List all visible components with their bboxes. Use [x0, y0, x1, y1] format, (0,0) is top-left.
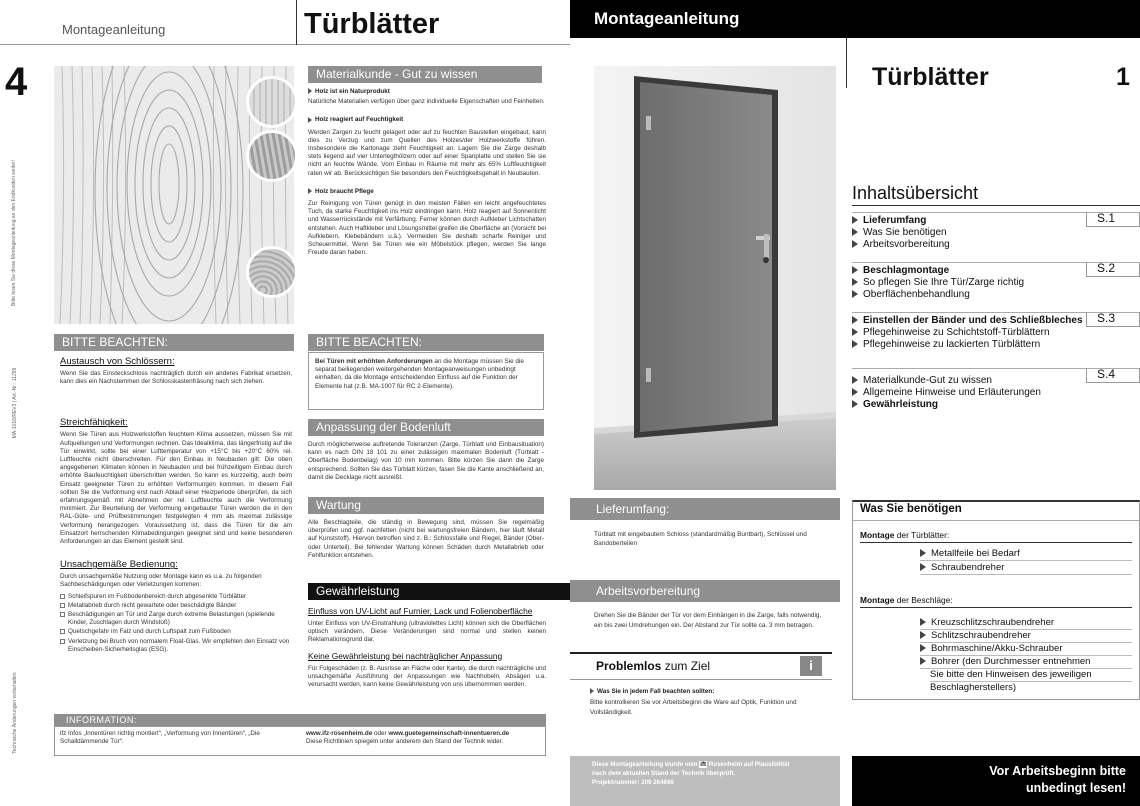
material-p1-text: Natürliche Materialien verfügen über ganz individuelle Eigenschaften und Feinheiten. — [308, 98, 545, 106]
gewaehrleistung-header: Gewährleistung — [308, 583, 570, 600]
bottom-banner — [852, 756, 1140, 806]
montage-tuerblaetter-bold: Montage — [860, 530, 895, 540]
arbeitsvorbereitung-header: Arbeitsvorbereitung — [570, 580, 840, 602]
lieferumfang-header: Lieferumfang: — [570, 498, 840, 520]
austausch-title: Austausch von Schlössern: — [60, 356, 175, 367]
lieferumfang-text: Türblatt mit eingebautem Schloss (standardmäßig Buntbart), Schlüssel und Bandoberteilen — [594, 531, 807, 548]
arrow-icon — [852, 278, 858, 286]
arrow-icon — [852, 316, 858, 324]
list-item: Schleifspuren im Fußbodenbereich durch abgesenkte Türblätter — [60, 593, 292, 601]
toc-item[interactable]: Allgemeine Hinweise und Erläuterungen — [852, 386, 1041, 399]
arrow-icon — [852, 216, 858, 224]
toc-page-box: S.2 — [1086, 262, 1140, 277]
materialkunde-header: Materialkunde - Gut zu wissen — [308, 66, 542, 83]
toc-group-2 — [852, 262, 1140, 310]
arrow-icon — [852, 228, 858, 236]
material-p1-title: Holz ist ein Naturprodukt — [315, 88, 390, 95]
streichfaehigkeit-text: Wenn Sie Türen aus Holzwerkstoffen feuchtem Klima aussetzen, müssen Sie mit Aufquellungen und Verformungen rechnen. Das Idealklima, das längerfristig auf die Tür einwirkt, sollte bei einer Lufttemperatur von +15°C bis +20°C 60% rel. Luftfeuchte nicht überschreiten. Für den Einbau in Neubauten gilt: Die oben angegebenen Klimaten können in Neubauten und bei frühzeitigem Einbau durch erhöhte Baufeuchtigkeit überschritten werden. So kann es kurzzeitig, auch beim Einsatz geeigneter Türen zu erhöhten Verformungen kommen. In diesem Fall sollten Sie die Verformung erst nach Ablauf einer Heizperiode überprüfen, da sich erfahrungsgemäß mit Abnehmen der rel. Luftfeuchte auch die Verformung minimiert. Zur Beurteilung der Verformung eingebauter Türen werden die in den RAL-Güte- und Prüfbestimmungen festgelegten 4 mm als maximal zulässige Verformung herangezogen. Voraussetzung ist, dass die Türen für die am Einsatzort herrschenden Klimabedingungen geeignet sind und keine besonderen Anforderungen an das Element gestellt sind. — [60, 431, 292, 546]
material-p2-title: Holz reagiert auf Feuchtigkeit — [315, 116, 404, 124]
erhoehte-anforderungen-text: an die Montage müssen Sie die separat beiliegenden weitergehenden Montageanweisungen unbedingt einhalten, da die Montage entscheidenden Einfluss auf die Funktion der Elemente hat (z.B. MA-1007 für RC 2-Elemente). — [315, 358, 524, 390]
problemlos-text: Bitte kontrollieren Sie vor Arbeitsbeginn die Ware auf Optik, Funktion und Vollständigkeit. — [590, 699, 797, 717]
problemlos-title-rest: zum Ziel — [661, 659, 711, 673]
ift-note-box: Diese Montageanleitung wurde vom ift Rosenheim auf Plausibilität nach dem aktuellen Stand der Technik überprüft. Projektnummer: 209 264668 — [570, 756, 840, 806]
toc-group-3 — [852, 312, 1140, 360]
montage-beschlaege-bold: Montage — [860, 595, 895, 605]
left-header-divider — [0, 44, 570, 45]
wartung-text: Alle Beschlagteile, die ständig in Bewegung sind, müssen Sie regelmäßig überprüfen und ggf. nachfetten (nicht bei wartungsfreien Bändern, hier läuft Metall auf Kunststoff). Hiervon betroffen sind z. B.: Schlossfalle und Riegel, Bänder (Ober- oder Unterteil). Bei fehlender Wartung können Schäden durch Metallabrieb oder Fehlfunktion entstehen. — [308, 519, 544, 559]
toc-page-box: S.4 — [1086, 368, 1140, 383]
wartung-header: Wartung — [308, 497, 544, 514]
arrow-icon — [852, 328, 858, 336]
right-header-vline — [846, 38, 847, 88]
arrow-icon — [852, 400, 858, 408]
toc-item[interactable]: Lieferumfang — [852, 214, 926, 227]
guetegemeinschaft-link[interactable]: www.guetegemeinschaft-innentueren.de — [388, 730, 510, 737]
tool-item: Schlitzschraubendreher — [920, 630, 1132, 643]
benoetigen-title: Was Sie benötigen — [860, 503, 962, 515]
wood-detail-circle-1 — [246, 76, 298, 128]
toc-group-1 — [852, 212, 1140, 260]
toc-item[interactable]: Was Sie benötigen — [852, 226, 947, 239]
tool-item: Metallfeile bei Bedarf — [920, 548, 1132, 561]
uv-text: Unter Einfluss von UV-Einstrahlung (ultraviolettes Licht) können sich die Oberflächen optisch verändern. Diese Veränderungen sind normal und stellen keinen Reklamationsgrund dar. — [308, 620, 546, 644]
arrow-icon — [920, 563, 926, 571]
tool-item: Beschlagherstellers) — [930, 682, 1017, 693]
tool-item: Schraubendreher — [920, 562, 1132, 575]
arrow-icon — [308, 117, 312, 123]
bodenluft-text: Durch möglicherweise auftretende Toleranzen (Zarge, Türblatt und Einbausituation) kann es nach DIN 18 101 zu einer zulässigen maximalen Bodenluft (Türblatt - Oberfläche Bodenbelag) von 10 mm kommen. Bitte kürzen Sie dann die Zarge entsprechend. Sollten Sie das Türblatt kürzen, fasen Sie die Kante anschließend an, damit die Decklage nicht ausreißt. — [308, 441, 544, 481]
list-item: Metallabrieb durch nicht gewartete oder beschädigte Bänder — [60, 602, 292, 610]
arrow-icon — [920, 657, 926, 665]
unsachgemaess-title: Unsachgemäße Bedienung: — [60, 559, 178, 571]
left-header-title: Türblätter — [304, 8, 440, 40]
side-note-bottom: Technische Änderungen vorbehalten — [12, 672, 18, 754]
montage-beschlaege-label: der Beschläge: — [894, 595, 953, 605]
unsachgemaess-intro: Durch unsachgemäße Nutzung oder Montage kann es u.a. zu folgenden Sachbeschädigungen oder Verletzungen kommen: — [60, 573, 262, 589]
checkbox-icon — [60, 594, 65, 599]
material-p2-text: Werden Zargen zu feucht gelagert oder auf zu feuchten Baustellen eingebaut, kann dies zu Verzug und zum Quellen des Holzes/der Holzwerkstoffe führen. Insbesondere die Kartonage zieht Feuchtigkeit an. Lagern Sie die Zarge deshalb stets liegend auf vier Unterlegthölzern oder auf einer Spanplatte und stellen Sie sie nicht an feuchte Wände. Vom Einbau in Räume mit mehr als 65% Luftfeuchtigkeit raten wir ab. Berücksichtigen Sie besonders den Feuchtigkeitsgehalt in Neubauten. — [308, 128, 546, 177]
arrow-icon — [920, 549, 926, 557]
right-header-label: Montageanleitung — [594, 9, 740, 28]
toc-item[interactable]: Pflegehinweise zu lackierten Türblättern — [852, 338, 1040, 351]
toc-item[interactable]: Materialkunde-Gut zu wissen — [852, 374, 992, 387]
bottom-banner-line2: unbedingt lesen! — [1026, 781, 1126, 795]
anpassung-text: Für Folgeschäden (z. B. Ausrisse an Fläche oder Kante), die durch nachträgliche und unsachgemäße Ausführung der Anpassungen wie Nachhobeln, Absägen u.a. verursacht werden, kann keine Gewährleistung von uns übernommen werden. — [308, 664, 546, 689]
bitte-beachten-right-header: BITTE BEACHTEN: — [308, 334, 544, 351]
erhoehte-anforderungen-bold: Bei Türen mit erhöhten Anforderungen — [315, 358, 433, 365]
side-note-mid: MA-1018/REV3 | Art.-Nr.: 11299 — [12, 367, 18, 439]
toc-item[interactable]: Arbeitsvorbereitung — [852, 238, 950, 251]
problemlos-title-bold: Problemlos — [596, 659, 662, 673]
tool-item: Kreuzschlitzschraubendreher — [920, 617, 1132, 630]
toc-group-4 — [852, 368, 1140, 416]
page-number: 4 — [5, 60, 28, 104]
tool-item: Sie bitte den Hinweisen des jeweiligen — [930, 669, 1132, 682]
toc-item[interactable]: Gewährleistung — [852, 398, 938, 411]
arrow-icon — [852, 376, 858, 384]
right-header-title: Türblätter — [872, 63, 989, 91]
tool-item: Bohrmaschine/Akku-Schrauber — [920, 643, 1132, 656]
arrow-icon — [920, 644, 926, 652]
information-left-text: ifz Infos „Innentüren richtig montiert“, „Verformung von Innentüren“, „Die Schalldämmende Tür“. — [60, 730, 260, 746]
toc-page-box: S.1 — [1086, 212, 1140, 227]
toc-item[interactable]: Pflegehinweise zu Schichtstoff-Türblättern — [852, 326, 1050, 339]
checkbox-icon — [60, 639, 65, 644]
bitte-beachten-right-box — [308, 352, 544, 410]
arrow-icon — [852, 266, 858, 274]
arrow-icon — [852, 388, 858, 396]
arrow-icon — [852, 240, 858, 248]
uv-title: Einfluss von UV-Licht auf Furnier, Lack und Folienoberfläche — [308, 606, 533, 616]
austausch-text: Wenn Sie das Einsteckschloss nachträglich durch ein anderes Fabrikat ersetzen, kann dies ein Nachstemmen der Schlosskastenfräsung nach sich ziehen. — [60, 370, 292, 386]
list-item: Beschädigungen an Tür und Zarge durch extreme Belastungen (spielende Kinder, Zuschlagen durch Windstoß) — [60, 611, 292, 627]
streichfaehigkeit-title: Streichfähigkeit: — [60, 417, 128, 429]
arrow-icon — [852, 290, 858, 298]
door-photo — [594, 66, 836, 490]
wood-detail-circle-3 — [246, 246, 298, 298]
arrow-icon — [920, 618, 926, 626]
material-p3-text: Zur Reinigung von Türen genügt in den meisten Fällen ein leicht angefeuchtetes Tuch, da starke Feuchtigkeit ins Holz eindringen kann. Holz reagiert auf Sonnenlicht und Wasserrückstände mit Verfärbung. Ferner können durch Aufkleber Lichtschatten entstehen. Auch Haftkleber und Lösungsmittel greifen die Oberfläche an (Vorsicht bei Aufklebern, Klebebändern u.ä.). Vermeiden Sie deshalb scharfe Reiniger und Scheuermittel. Wenn Sie Türen wie ein Möbelstück pflegen, werden Sie lange Freude daran haben. — [308, 200, 546, 257]
material-p3-title: Holz braucht Pflege — [315, 187, 374, 195]
info-icon: i — [800, 656, 822, 676]
arrow-icon — [308, 88, 312, 94]
list-item: Verletzung bei Bruch von normalem Float-Glas. Wir empfehlen den Einsatz von Einscheiben-Sicherheitsglas (ESG). — [60, 638, 292, 654]
anpassung-title: Keine Gewährleistung bei nachträglicher Anpassung — [308, 650, 503, 661]
checkbox-icon — [60, 629, 65, 634]
list-item: Quetschgefahr im Falz und durch Luftspalt zum Fußboden — [60, 628, 292, 636]
left-header-label: Montageanleitung — [62, 22, 166, 37]
toc-title-rule — [852, 205, 1140, 206]
right-page-number: 1 — [1116, 63, 1130, 91]
arrow-icon — [920, 631, 926, 639]
problemlos-sub-title: Was Sie in jedem Fall beachten sollten: — [597, 688, 715, 695]
montage-tuerblaetter-label: der Türblätter: — [894, 530, 950, 540]
arrow-icon — [852, 340, 858, 348]
tool-item: Bohrer (den Durchmesser entnehmen — [920, 656, 1132, 669]
ift-logo: ift — [700, 761, 707, 768]
arrow-icon — [590, 688, 594, 694]
toc-title: Inhaltsübersicht — [852, 183, 979, 203]
toc-item[interactable]: Oberflächenbehandlung — [852, 288, 970, 301]
checkbox-icon — [60, 612, 65, 617]
arbeitsvorbereitung-text: Drehen Sie die Bänder der Tür vor dem Einhängen in die Zarge, falls notwendig, ein bis zwei Umdrehungen ein. Der Abstand zur Tür sollte ca. 3 mm betragen. — [594, 612, 822, 629]
bottom-banner-line1: Vor Arbeitsbeginn bitte — [989, 764, 1126, 778]
toc-item[interactable]: Einstellen der Bänder und des Schließbleches — [852, 314, 1083, 327]
arrow-icon — [308, 188, 312, 194]
information-right-text: Diese Richtlinien spiegeln unter anderem den Stand der Technik wider. — [306, 738, 504, 746]
toc-page-box: S.3 — [1086, 312, 1140, 327]
wood-detail-circle-2 — [246, 130, 298, 182]
left-header-vline — [296, 0, 297, 45]
unsachgemaess-list — [60, 593, 292, 654]
checkbox-icon — [60, 603, 65, 608]
information-label: INFORMATION: — [66, 715, 137, 725]
toc-item[interactable]: Beschlagmontage — [852, 264, 949, 277]
side-note-top: Bitte lesen Sie diese Montageanleitung an den Endkunden weiter! — [11, 160, 17, 306]
ifz-link[interactable]: www.ifz-rosenheim.de — [306, 730, 373, 737]
bitte-beachten-left-header: BITTE BEACHTEN: — [54, 334, 294, 351]
bodenluft-header: Anpassung der Bodenluft — [308, 419, 544, 436]
toc-item[interactable]: So pflegen Sie Ihre Tür/Zarge richtig — [852, 276, 1024, 289]
